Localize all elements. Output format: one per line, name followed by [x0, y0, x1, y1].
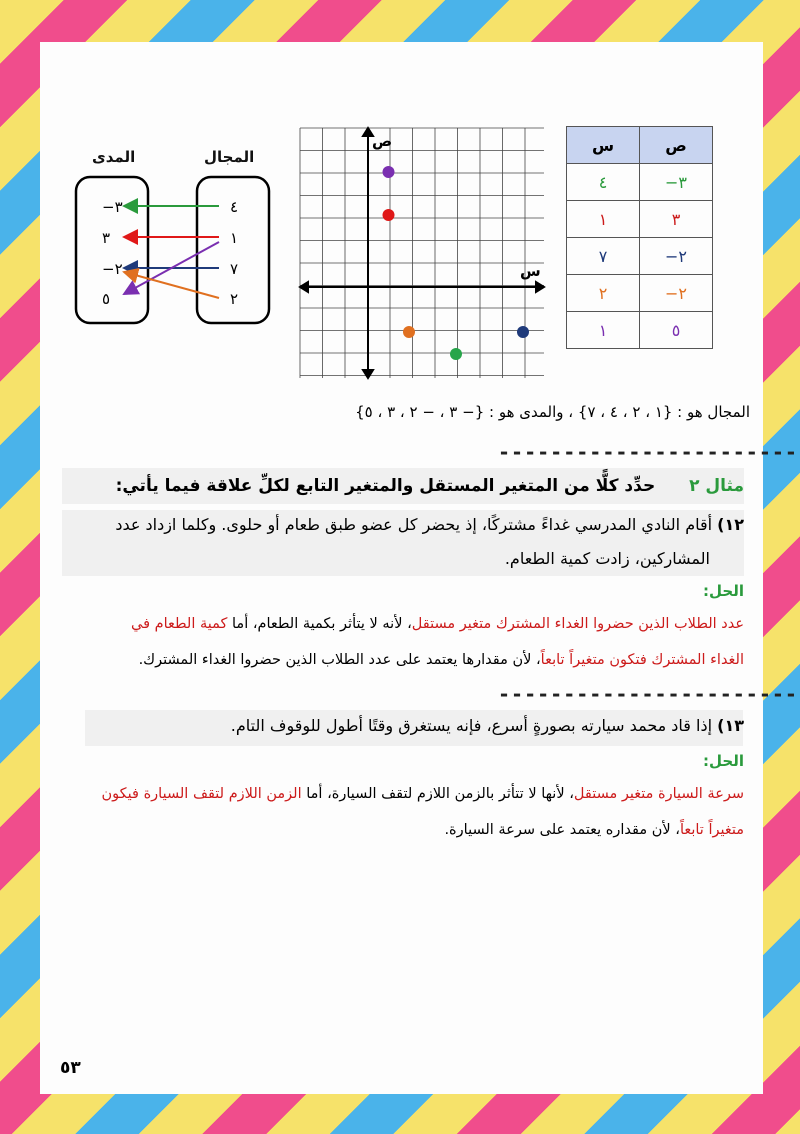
cell-x: ١: [567, 201, 640, 238]
sol12-text: ، لأن مقدارها يعتمد على عدد الطلاب الذين حضروا الغداء المشترك.: [138, 652, 541, 668]
sol12-label: الحل:: [703, 582, 744, 600]
sol13-text: ، لأن مقداره يعتمد على سرعة السيارة.: [444, 822, 680, 838]
page-number: ٥٣: [60, 1058, 81, 1078]
cell-y: −٣: [640, 164, 713, 201]
header-y: ص: [640, 127, 713, 164]
q13-number: ١٣): [717, 716, 744, 735]
arrow-2-to-neg2: [124, 272, 219, 298]
q13-text: إذا قاد محمد سيارته بصورةٍ أسرع، فإنه يستغرق وقتًا أطول للوقوف التام.: [230, 716, 713, 735]
cell-y: −٢: [640, 275, 713, 312]
cell-y: ٣: [640, 201, 713, 238]
domain-label: المجال: [204, 148, 255, 166]
q12-text: أقام النادي المدرسي غداءً مشتركًا، إذ يحضر كل عضو طبق طعام أو حلوى. وكلما ازداد عدد: [115, 515, 713, 534]
sol13-text: ، لأنها لا تتأثر بالزمن اللازم لتقف السيارة، أما: [306, 786, 574, 802]
range-item: −٣: [102, 198, 123, 216]
q12-number: ١٢): [717, 515, 744, 534]
sol13-label: الحل:: [703, 752, 744, 770]
example-instruction: حدِّد كلًّا من المتغير المستقل والمتغير التابع لكلِّ علاقة فيما يأتي:: [115, 476, 656, 496]
cell-x: ١: [567, 312, 640, 349]
sol12-text: كمية الطعام في: [131, 616, 228, 632]
domain-item: ٤: [230, 198, 239, 216]
point-navy: [517, 326, 529, 338]
example-header: [116, 476, 744, 496]
domain-item: ٧: [230, 260, 239, 278]
sol13-line2: [444, 822, 744, 838]
x-axis-arrow-right: [536, 282, 544, 292]
point-red: [383, 209, 395, 221]
point-purple: [383, 166, 395, 178]
x-axis-arrow-left: [300, 282, 308, 292]
cell-x: ٧: [567, 238, 640, 275]
q12-line2: المشاركين، زادت كمية الطعام.: [504, 549, 710, 568]
point-orange: [403, 326, 415, 338]
point-green: [450, 348, 462, 360]
q12-line1: [115, 515, 744, 534]
cell-y: ٥: [640, 312, 713, 349]
domain-item: ١: [230, 229, 239, 247]
range-item: ٥: [102, 290, 111, 308]
sol12-line1: [131, 616, 744, 632]
range-item: ٣: [102, 229, 111, 247]
cell-x: ٤: [567, 164, 640, 201]
range-label: المدى: [92, 148, 136, 166]
sol13-text: سرعة السيارة متغير مستقل: [573, 786, 744, 802]
domain-range-statement: المجال هو : {١ ، ٢ ، ٤ ، ٧} ، والمدى هو : {− ٣ ، − ٢ ، ٣ ، ٥}: [355, 403, 750, 421]
xy-table: [566, 126, 713, 349]
cell-y: −٢: [640, 238, 713, 275]
sol12-line2: [139, 652, 744, 668]
divider: -----------------------: [498, 682, 798, 706]
y-axis-arrow-down: [363, 370, 373, 378]
header-x: س: [567, 127, 640, 164]
sol12-text: ، لأنه لا يتأثر بكمية الطعام، أما: [232, 616, 412, 632]
example-label: مثال ٢: [689, 476, 744, 496]
sol13-line1: [102, 786, 745, 802]
sol13-text: متغيراً تابعاً: [679, 822, 744, 838]
sol12-text: عدد الطلاب الذين حضروا الغداء المشترك متغير مستقل: [411, 616, 744, 632]
q13-line1: [231, 716, 744, 735]
coordinate-grid: [298, 126, 546, 380]
y-axis-label: ص: [372, 132, 393, 150]
sol13-text: الزمن اللازم لتقف السيارة فيكون: [101, 786, 302, 802]
x-axis-label: س: [520, 262, 541, 280]
domain-item: ٢: [230, 290, 239, 308]
sol12-text: الغداء المشترك فتكون متغيراً تابعاً: [540, 652, 744, 668]
range-item: −٢: [102, 260, 123, 278]
divider: -----------------------: [498, 440, 798, 464]
mapping-diagram: [74, 174, 274, 326]
cell-x: ٢: [567, 275, 640, 312]
